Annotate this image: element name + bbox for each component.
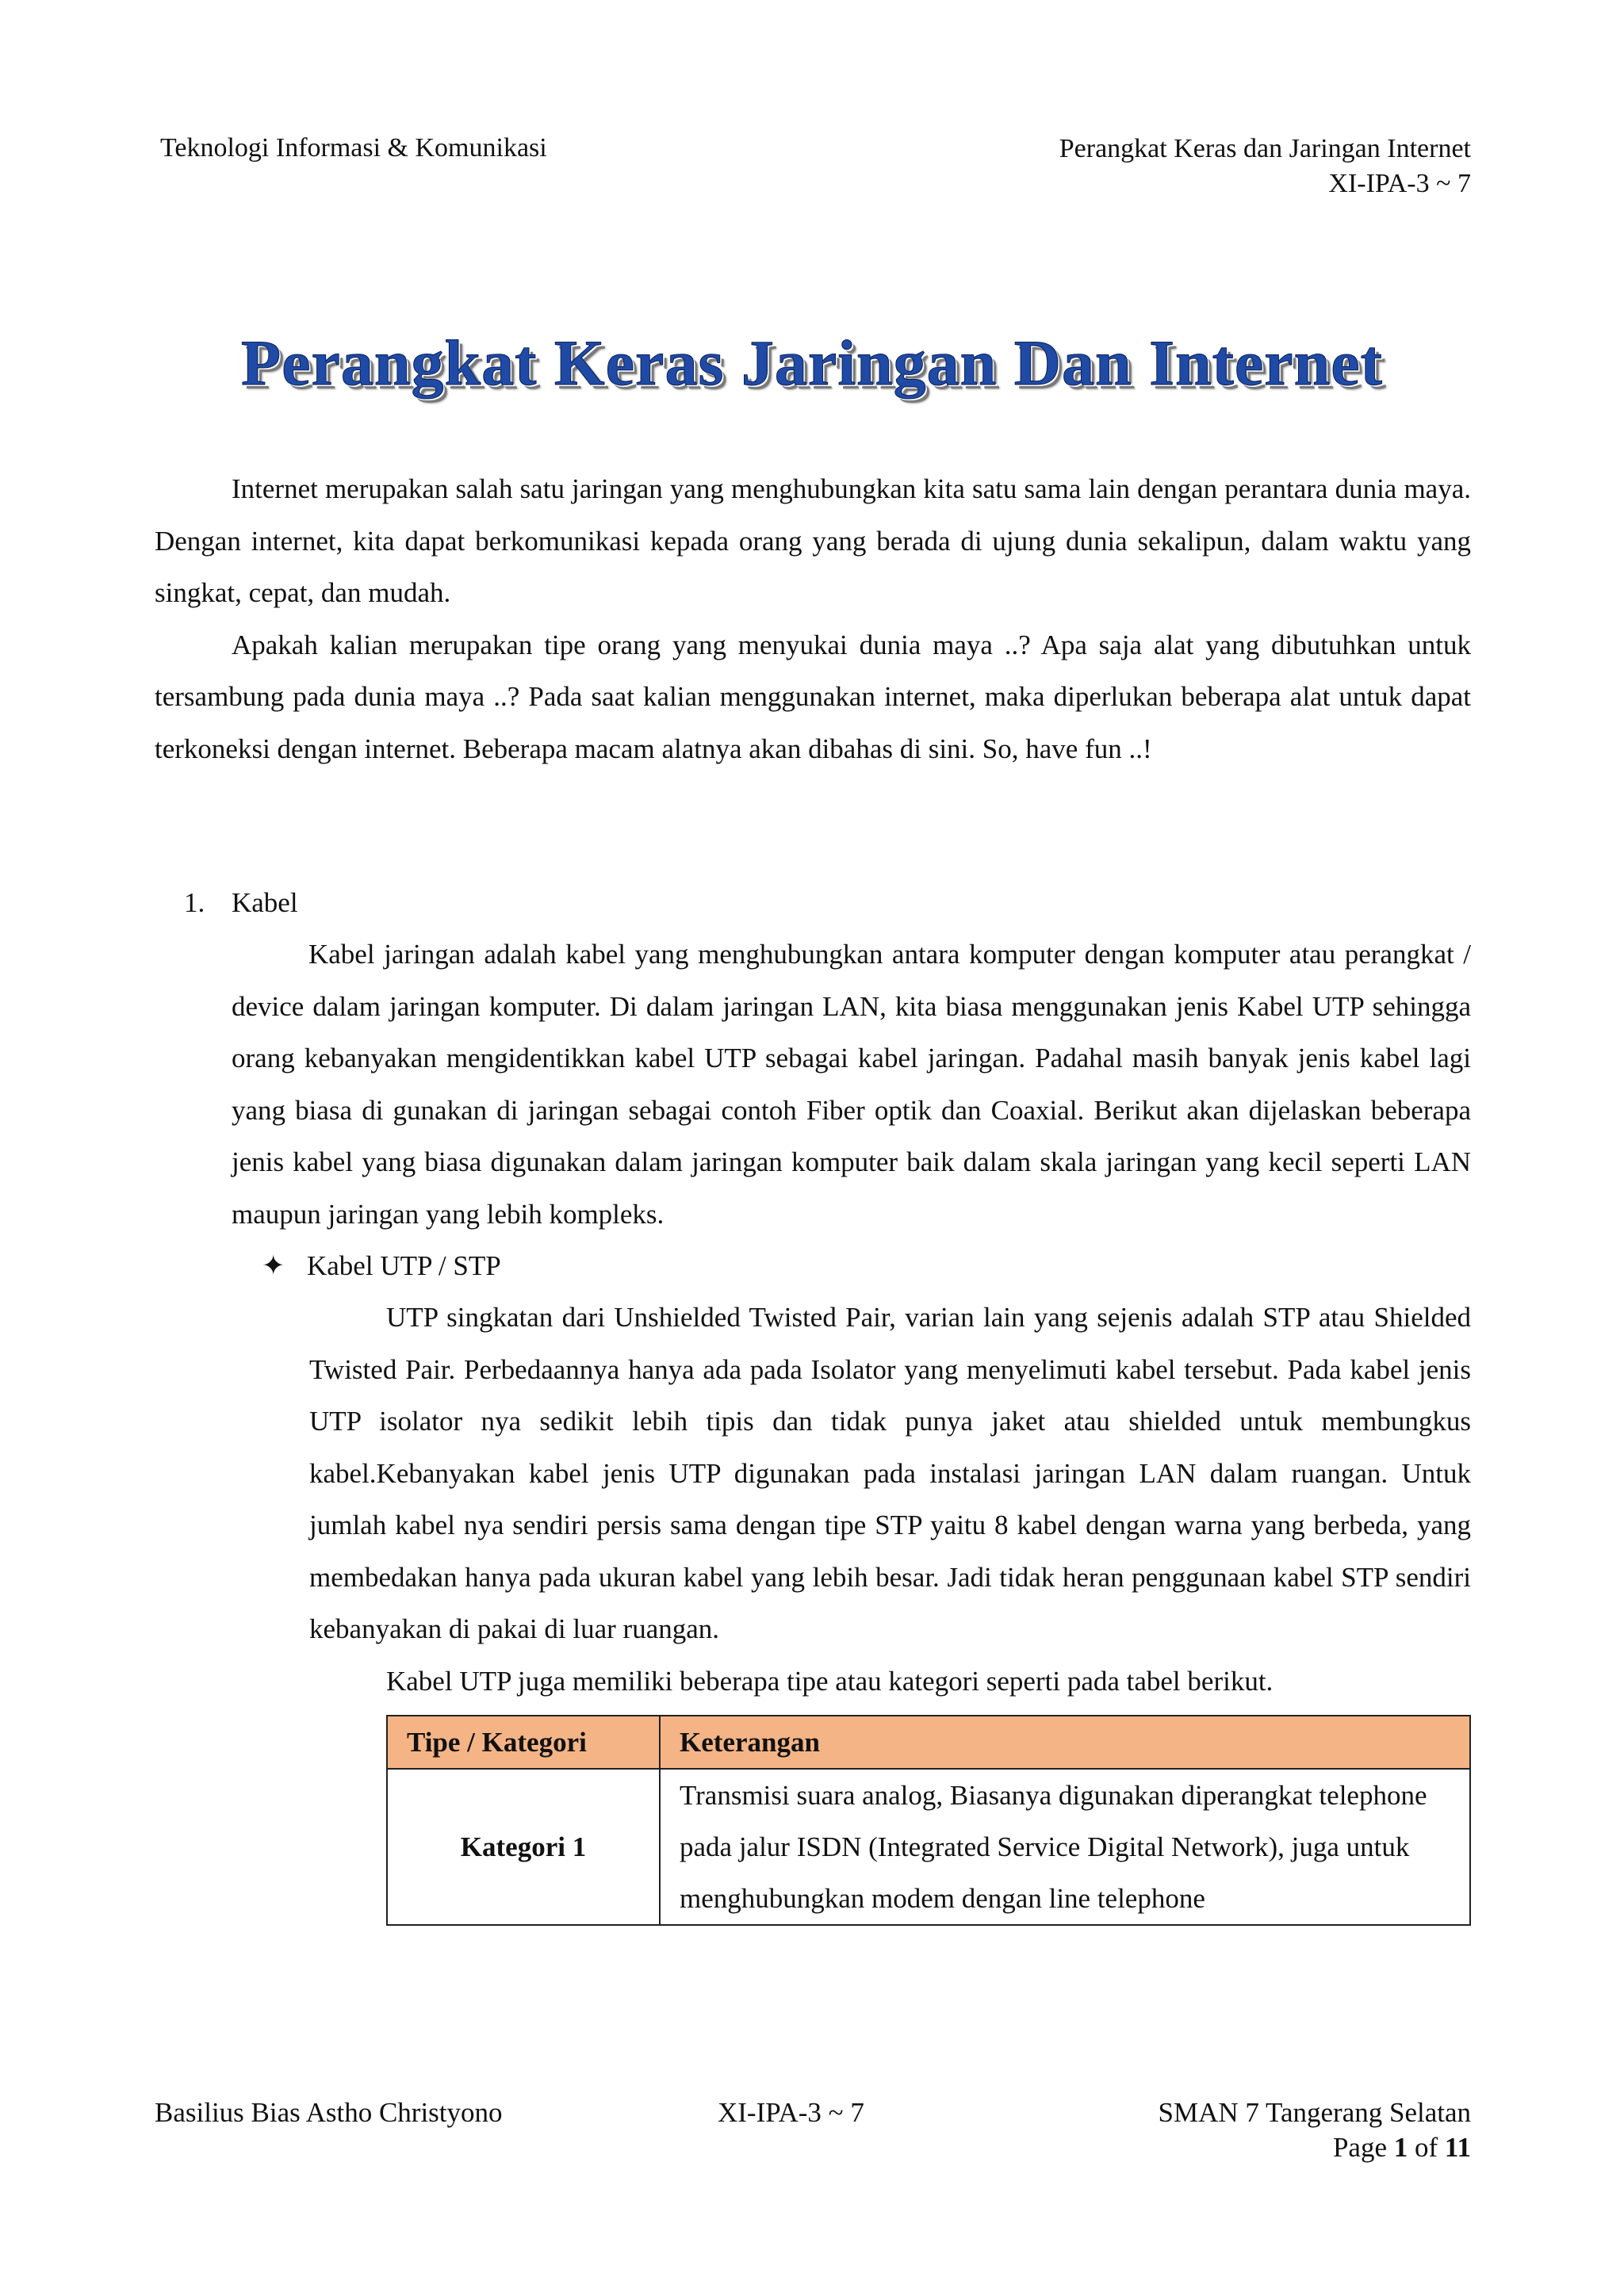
section-body: Kabel jaringan adalah kabel yang menghubungkan antara komputer dengan komputer atau perangkat / device dalam jaringan komputer. Di dalam jaringan LAN, kita biasa menggunakan jenis Kabel UTP sehingga orang kebanyakan mengidentikkan kabel UTP sebagai kabel jaringan. Padahal masih banyak jenis kabel lagi yang biasa di gunakan di jaringan sebagai contoh Fiber optik dan Coaxial. Berikut akan dijelaskan beberapa jenis kabel yang biasa digunakan dalam jaringan komputer baik dalam skala jaringan yang kecil seperti LAN maupun jaringan yang lebih kompleks. (232, 939, 1471, 1230)
section-title: Kabel (232, 887, 298, 918)
table-cell-kategori: Kategori 1 (387, 1769, 660, 1925)
table-row (387, 1769, 1470, 1925)
section-heading (155, 877, 1471, 928)
intro-paragraph-1: Internet merupakan salah satu jaringan yang menghubungkan kita satu sama lain dengan perantara dunia maya. Dengan internet, kita dapat berkomunikasi kepada orang yang berada di ujung dunia sekalipun, dalam waktu yang singkat, cepat, dan mudah. (155, 473, 1471, 608)
page-label: Page (1332, 2132, 1388, 2163)
footer-info (1159, 2095, 1471, 2165)
intro-paragraph-2: Apakah kalian merupakan tipe orang yang menyukai dunia maya ..? Apa saja alat yang dibutuhkan untuk tersambung pada dunia maya ..? Pada saat kalian menggunakan internet, maka diperlukan beberapa alat untuk dapat terkoneksi dengan internet. Beberapa macam alatnya akan dibahas di sini. So, have fun ..! (155, 629, 1471, 764)
category-table (386, 1715, 1471, 1926)
header-topic-title: Perangkat Keras dan Jaringan Internet (1059, 134, 1471, 163)
page-of: of (1415, 2132, 1438, 2163)
header-subject: Teknologi Informasi & Komunikasi (160, 133, 547, 163)
page-current: 1 (1393, 2132, 1408, 2163)
section-kabel (155, 877, 1471, 1707)
section-number: 1. (184, 887, 205, 918)
table-intro: Kabel UTP juga memiliki beberapa tipe atau kategori seperti pada tabel berikut. (386, 1665, 1274, 1697)
footer-author: Basilius Bias Astho Christyono (155, 2097, 503, 2128)
header-topic (1059, 132, 1471, 201)
column-header: Tipe / Kategori (387, 1716, 660, 1769)
column-header: Keterangan (660, 1716, 1470, 1769)
intro-section (155, 463, 1471, 775)
footer-school: SMAN 7 Tangerang Selatan (1158, 2097, 1471, 2128)
table-header-row (387, 1716, 1470, 1769)
page-title: Perangkat Keras Jaringan Dan Internet (240, 327, 1383, 399)
table-cell-keterangan: Transmisi suara analog, Biasanya digunakan diperangkat telephone pada jalur ISDN (Integrated Service Digital Network), juga untuk menghubungkan modem dengan line telephone (660, 1769, 1470, 1925)
subsection-title: Kabel UTP / STP (307, 1250, 501, 1281)
subsection-heading (262, 1240, 1471, 1292)
page-total: 11 (1444, 2132, 1471, 2163)
star-bullet-icon: ✦ (262, 1250, 285, 1281)
header-class: XI-IPA-3 ~ 7 (1328, 169, 1471, 198)
page-indicator (1159, 2130, 1471, 2165)
footer-class: XI-IPA-3 ~ 7 (718, 2097, 864, 2128)
subsection-body: UTP singkatan dari Unshielded Twisted Pair, varian lain yang sejenis adalah STP atau Shielded Twisted Pair. Perbedaannya hanya ada pada Isolator yang menyelimuti kabel tersebut. Pada kabel jenis UTP isolator nya sedikit lebih tipis dan tidak punya jaket atau shielded untuk membungkus kabel.Kebanyakan kabel jenis UTP digunakan pada instalasi jaringan LAN dalam ruangan. Untuk jumlah kabel nya sendiri persis sama dengan tipe STP yaitu 8 kabel dengan warna yang berbeda, yang membedakan hanya pada ukuran kabel yang lebih besar. Jadi tidak heran penggunaan kabel STP sendiri kebanyakan di pakai di luar ruangan. (309, 1302, 1471, 1644)
